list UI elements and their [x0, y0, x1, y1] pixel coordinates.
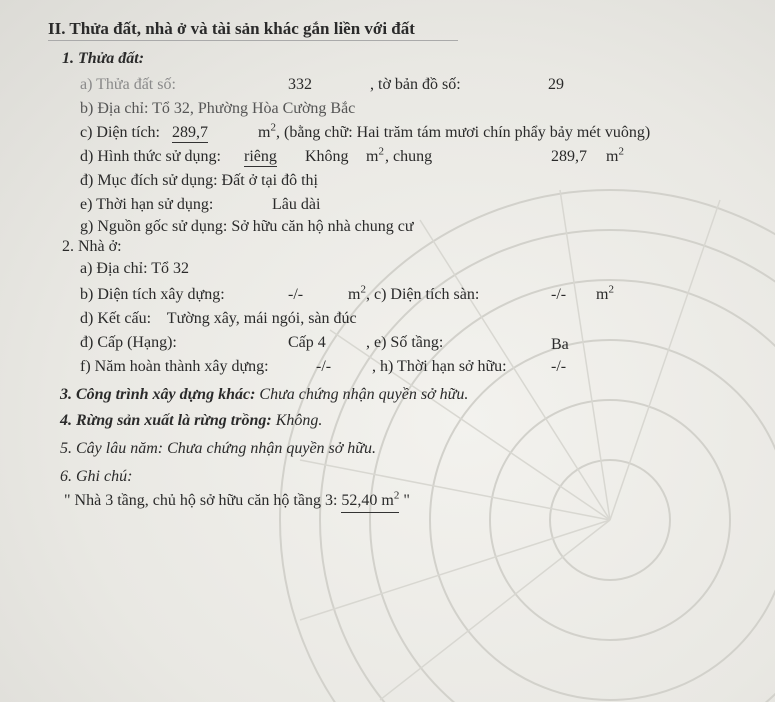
area-in-words: , (bằng chữ: Hai trăm tám mươi chín phẩy bảy mét vuông) [276, 124, 651, 141]
land-purpose: đ) Mục đích sử dụng: Đất ở tại đô thị [80, 172, 318, 189]
ownership-term-value: -/- [551, 358, 567, 375]
house-heading: 2. Nhà ở: [62, 238, 122, 255]
built-area-label: b) Diện tích xây dựng: [80, 286, 225, 303]
area-unit: $m^2$ [258, 121, 276, 141]
built-area-value: -/- [288, 286, 304, 303]
section-title: II. Thửa đất, nhà ở và tài sản khác gắn liền với đất [48, 19, 415, 38]
completion-value: -/- [316, 358, 332, 375]
land-origin: g) Nguồn gốc sử dụng: Sở hữu căn hộ nhà chung cư [80, 218, 414, 235]
area-label: c) Diện tích: [80, 124, 160, 141]
land-address: b) Địa chỉ: Tổ 32, Phường Hòa Cường Bắc [80, 100, 356, 117]
ownership-term-label: , h) Thời hạn sở hữu: [372, 358, 507, 375]
house-structure: d) Kết cấu: Tường xây, mái ngói, sàn đúc [80, 310, 357, 327]
other-construction: 3. Công trình xây dựng khác: Chưa chứng nhận quyền sở hữu. [60, 386, 469, 403]
land-heading: 1. Thửa đất: [62, 50, 145, 67]
floor-area-unit: $m^2$ [596, 283, 614, 303]
usage-form-label: d) Hình thức sử dụng: [80, 148, 221, 165]
note-text: " Nhà 3 tầng, chủ hộ sở hữu căn hộ tầng 3: 52,40 $m^2$ " [64, 492, 410, 510]
completion-label: f) Năm hoàn thành xây dựng: [80, 358, 269, 375]
usage-private-value: Không [305, 148, 349, 165]
parcel-number: 332 [288, 76, 312, 93]
parcel-label: a) Thửa đất số: [80, 76, 176, 93]
floors-label: , e) Số tầng: [366, 334, 444, 351]
built-area-unit: $m^2$ [348, 283, 366, 303]
perennial-trees: 5. Cây lâu năm: Chưa chứng nhận quyền sở hữu. [60, 440, 377, 457]
usage-shared-unit: $m^2$ [606, 145, 624, 165]
grade-label: đ) Cấp (Hạng): [80, 334, 177, 351]
notes-heading: 6. Ghi chú: [60, 468, 133, 485]
term-label: e) Thời hạn sử dụng: [80, 196, 214, 213]
house-address: a) Địa chỉ: Tổ 32 [80, 260, 190, 277]
usage-private-unit: $m^2$ [366, 145, 384, 165]
map-sheet-number: 29 [548, 76, 564, 93]
usage-shared-value: 289,7 [551, 148, 587, 165]
area-value: 289,7 [172, 124, 208, 141]
floor-area-label: , c) Diện tích sàn: [366, 286, 480, 303]
term-value: Lâu dài [272, 196, 321, 213]
usage-shared-label: , chung [385, 148, 433, 165]
production-forest: 4. Rừng sản xuất là rừng trồng: Không. [60, 412, 323, 429]
floors-value: Ba [551, 336, 569, 353]
floor-area-value: -/- [551, 286, 567, 303]
usage-private-label: riêng [244, 148, 277, 165]
map-sheet-label: , tờ bản đồ số: [370, 76, 461, 93]
title-divider [48, 40, 458, 41]
grade-value: Cấp 4 [288, 334, 326, 351]
